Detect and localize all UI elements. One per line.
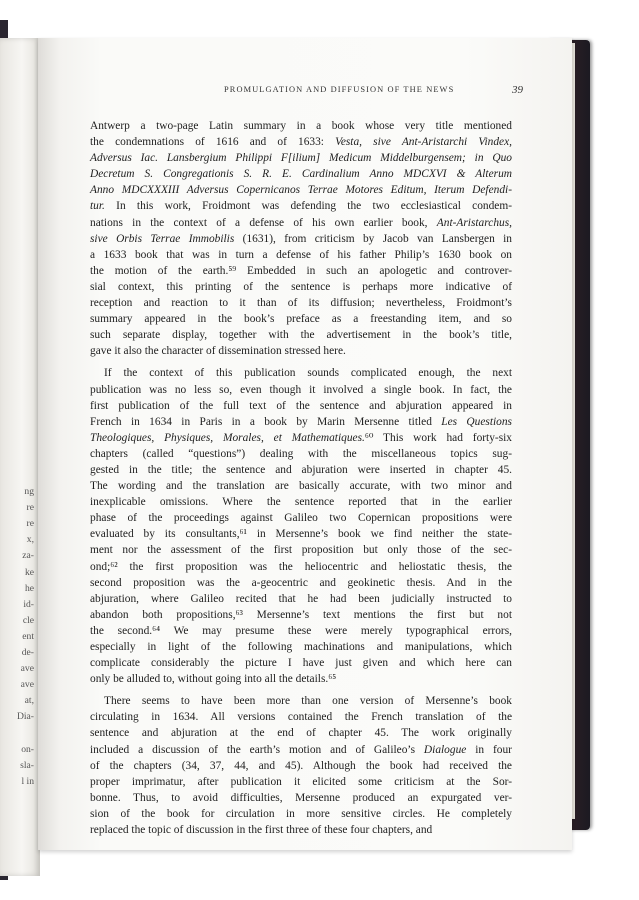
left-page-text-fragment: re	[26, 518, 34, 530]
paragraph	[90, 693, 512, 838]
text-segment: phase of the proceedings against Galileo two Copernican propositions were	[90, 512, 512, 525]
text-segment: In this work, Froidmont was defending the two ecclesiastical condem-	[104, 200, 512, 213]
page-number: 39	[512, 84, 523, 96]
text-line	[90, 247, 512, 263]
text-segment: sion of the book for circulation in more sensitive circles. He completely	[90, 807, 512, 820]
text-line	[90, 510, 512, 526]
text-segment: the motion of the earth.⁵⁹ Embedded in such an apologetic and controver-	[90, 264, 512, 277]
text-segment: reception and reaction to it than of its diffusion; nevertheless, Froidmont’s	[90, 297, 512, 310]
text-line	[90, 575, 512, 591]
text-segment: chapters (called “questions”) dealing with the miscellaneous topics sug-	[90, 447, 512, 460]
text-line	[90, 343, 512, 359]
text-line	[90, 398, 512, 414]
text-line	[90, 198, 512, 214]
text-segment: Decretum S. Congregationis S. R. E. Cardinalium Anno MDCXVI & Alterum	[90, 168, 512, 181]
text-segment: inexplicable omissions. Where the sentence reported that in the earlier	[90, 496, 512, 509]
text-segment: Dialogue	[423, 743, 467, 756]
text-segment: a 1633 book that was in turn a defense of his father Philip’s 1630 book on	[90, 248, 512, 261]
left-page-text-fragment: on-	[21, 743, 34, 755]
text-line	[90, 806, 512, 822]
body-text	[90, 118, 512, 838]
text-segment: abandon both propositions,⁶³ Mersenne’s text mentions the first but not	[90, 608, 512, 621]
left-page-text-fragment: l in	[21, 775, 34, 787]
paragraph	[90, 365, 512, 687]
text-line	[90, 311, 512, 327]
left-page-text-fragment: re	[26, 502, 34, 514]
left-page-text-fragment: at,	[24, 695, 34, 707]
text-segment: proper imprimatur, after publication it elicited some criticism at the Sor-	[90, 775, 512, 788]
text-line	[90, 462, 512, 478]
text-line	[90, 365, 512, 381]
text-line	[90, 295, 512, 311]
text-segment: (1631), from criticism by Jacob van Lansbergen in	[234, 232, 512, 245]
text-line	[90, 263, 512, 279]
text-line	[90, 430, 512, 446]
text-line	[90, 327, 512, 343]
text-segment: of the chapters (34, 37, 44, and 45). Although the book had received the	[90, 759, 512, 772]
text-line	[90, 150, 512, 166]
text-line	[90, 494, 512, 510]
left-page-text-fragment: id-	[23, 598, 34, 610]
text-line	[90, 790, 512, 806]
text-segment: the second.⁶⁴ We may presume these were merely typographical errors,	[90, 624, 512, 637]
text-line	[90, 623, 512, 639]
text-line	[90, 215, 512, 231]
text-line	[90, 446, 512, 462]
left-page-text-fragment: ave	[20, 663, 34, 675]
left-page-text-fragment: x,	[26, 534, 34, 546]
left-page-text-fragment: ave	[20, 679, 34, 691]
text-segment: publication was no less so, even though it involved a single book. In fact, the	[90, 383, 512, 396]
text-line	[90, 655, 512, 671]
text-segment: gave it also the character of dissemination stressed here.	[90, 345, 346, 358]
text-segment: sentence and abjuration at the end of chapter 45. The work originally	[90, 727, 512, 740]
text-segment: first publication of the full text of the sentence and abjuration appeared in	[90, 399, 512, 412]
text-segment: evaluated by its consultants,⁶¹ in Mersenne’s book we find neither the state-	[90, 528, 512, 541]
left-page	[0, 38, 40, 876]
text-segment: Anno MDCXXXIII Adversus Copernicanos Terrae Motores Editum, Iterum Defendi-	[90, 184, 512, 197]
text-segment: Vesta, sive Ant-Aristarchi Vindex,	[335, 136, 512, 149]
left-page-text-fragment: cle	[22, 614, 34, 626]
text-line	[90, 279, 512, 295]
left-page-text-fragment: ke	[24, 566, 34, 578]
text-segment: There seems to have been more than one version of Mersenne’s book	[104, 695, 512, 708]
text-line	[90, 542, 512, 558]
text-segment: included a discussion of the earth’s motion and of Galileo’s	[90, 743, 424, 756]
text-line	[90, 822, 512, 838]
text-segment: French in 1634 in Paris in a book by Marin Mersenne titled	[90, 415, 442, 428]
text-segment: Theologiques, Physiques, Morales, et Mathematiques.	[90, 431, 365, 444]
text-segment: second proposition was the a-geocentric and geokinetic thesis. And in the	[90, 576, 512, 589]
text-segment: tur.	[90, 200, 105, 213]
text-segment: abjuration, where Galileo recited that he had been judicially instructed to	[90, 592, 512, 605]
left-page-text-fragment: he	[24, 582, 34, 594]
text-segment: ment nor the assessment of the first proposition but only those of the sec-	[90, 544, 512, 557]
text-line	[90, 231, 512, 247]
text-segment: If the context of this publication sounds complicated enough, the next	[104, 367, 512, 380]
text-segment: The wording and the translation are basically accurate, with two minor and	[90, 480, 512, 493]
text-segment: in four	[466, 743, 512, 756]
text-segment: Ant-Aristarchus,	[436, 216, 512, 229]
text-segment: nations in the context of a defense of his own earlier book,	[90, 216, 437, 229]
text-segment: bonne. Thus, to avoid difficulties, Mersenne produced an expurgated ver-	[90, 791, 512, 804]
text-segment: gested in the title; the sentence and abjuration were inserted in chapter 45.	[90, 463, 512, 476]
left-page-text-fragment: ent	[22, 630, 34, 642]
text-line	[90, 774, 512, 790]
left-page-text-fragment: sla-	[20, 759, 34, 771]
running-head: PROMULGATION AND DIFFUSION OF THE NEWS	[224, 85, 455, 94]
text-line	[90, 725, 512, 741]
left-page-text-fragment: ng	[24, 486, 34, 497]
text-line	[90, 693, 512, 709]
text-line	[90, 639, 512, 655]
text-segment: Antwerp a two-page Latin summary in a book whose very title mentioned	[90, 120, 512, 132]
right-page	[38, 38, 572, 850]
left-page-text-fragment: za-	[22, 550, 34, 562]
text-segment: ⁶⁰ This work had forty-six	[364, 431, 513, 444]
text-line	[90, 182, 512, 198]
text-segment: Les Questions	[441, 415, 512, 428]
text-line	[90, 134, 512, 150]
left-page-text-fragment: de-	[21, 647, 34, 658]
text-segment: complicate considerably the picture I have just given and which here can	[90, 657, 512, 670]
text-line	[90, 591, 512, 607]
text-line	[90, 758, 512, 774]
text-segment: ond;⁶² the first proposition was the heliocentric and heliostatic thesis, the	[90, 560, 512, 573]
text-segment: the condemnations of 1616 and of 1633:	[90, 136, 336, 149]
left-page-text-fragment: Dia-	[16, 711, 34, 723]
text-line	[90, 709, 512, 725]
text-segment: sive Orbis Terrae Immobilis	[90, 232, 235, 245]
text-segment: Adversus Iac. Lansbergium Philippi F[ilium] Medicum Middelburgensem; in Quo	[90, 152, 512, 165]
text-line	[90, 526, 512, 542]
text-line	[90, 559, 512, 575]
text-line	[90, 478, 512, 494]
text-line	[90, 166, 512, 182]
text-segment: only be alluded to, without going into all the details.⁶⁵	[90, 673, 337, 686]
text-segment: replaced the topic of discussion in the first three of these four chapters, and	[90, 824, 433, 837]
text-segment: sial context, this printing of the sentence is perhaps more indicative of	[90, 280, 512, 293]
text-segment: circulating in 1634. All versions contained the French translation of the	[90, 711, 512, 724]
text-segment: such separate display, together with the advertisement in the book’s title,	[90, 329, 512, 342]
text-line	[90, 414, 512, 430]
text-line	[90, 607, 512, 623]
text-line	[90, 671, 512, 687]
text-segment: especially in light of the following machinations and manipulations, which	[90, 641, 512, 653]
text-line	[90, 118, 512, 134]
text-line	[90, 382, 512, 398]
text-line	[90, 742, 512, 758]
paragraph	[90, 118, 512, 359]
text-segment: summary appeared in the book’s preface as a freestanding item, and so	[90, 313, 512, 326]
